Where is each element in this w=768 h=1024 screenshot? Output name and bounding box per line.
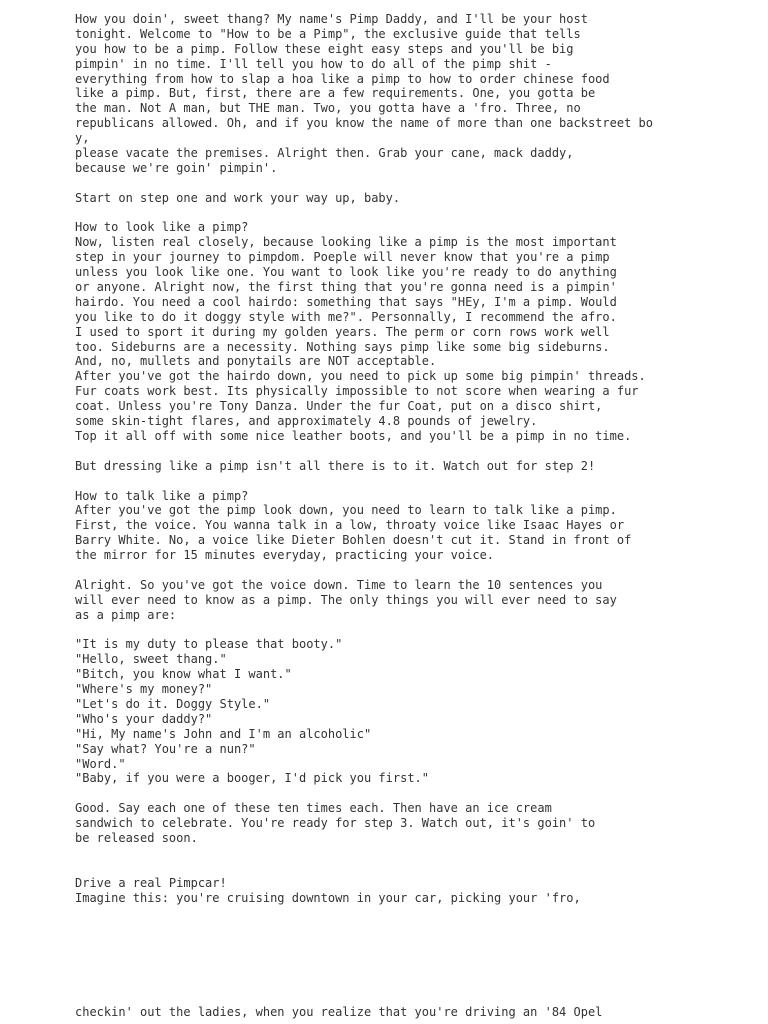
document-line: How you doin', sweet thang? My name's Pimp Daddy, and I'll be your host [75, 12, 588, 26]
document-line: republicans allowed. Oh, and if you know the name of more than one backstreet bo [75, 116, 653, 131]
document-line: unless you look like one. You want to look like you're ready to do anything [75, 265, 617, 280]
document-line: be released soon. [75, 830, 198, 845]
document-line: "Say what? You're a nun?" [75, 741, 256, 756]
document-line: or anyone. Alright now, the first thing that you're gonna need is a pimpin' [75, 280, 617, 295]
document-line: coat. Unless you're Tony Danza. Under the fur Coat, put on a disco shirt, [75, 399, 603, 414]
document-line: too. Sideburns are a necessity. Nothing says pimp like some big sideburns. [75, 339, 610, 354]
document-line [75, 176, 765, 191]
document-line: Drive a real Pimpcar! [75, 875, 227, 890]
document-line: because we're goin' pimpin'. [75, 160, 278, 175]
document-line: After you've got the hairdo down, you need to pick up some big pimpin' threads. [75, 369, 646, 384]
document-line: "Hello, sweet thang." [75, 652, 227, 667]
document-line: First, the voice. You wanna talk in a low, throaty voice like Isaac Hayes or [75, 518, 625, 533]
document-line [75, 474, 765, 489]
document-line: "It is my duty to please that booty." [75, 637, 343, 652]
document-line: "Bitch, you know what I want." [75, 667, 292, 682]
document-line: will ever need to know as a pimp. The only things you will ever need to say [75, 592, 617, 607]
document-line: Alright. So you've got the voice down. Time to learn the 10 sentences you [75, 577, 603, 592]
document-line: y, [75, 131, 90, 146]
document-line: like a pimp. But, first, there are a few requirements. One, you gotta be [75, 86, 596, 101]
document-line: sandwich to celebrate. You're ready for step 3. Watch out, it's goin' to [75, 816, 596, 831]
document-body [75, 12, 765, 905]
document-line: How to look like a pimp? [75, 220, 249, 235]
document-line: pimpin' in no time. I'll tell you how to do all of the pimp shit - [75, 56, 552, 71]
document-line [75, 861, 765, 876]
document-line [75, 846, 765, 861]
document-line: Top it all off with some nice leather boots, and you'll be a pimp in no time. [75, 428, 632, 443]
document-line: Good. Say each one of these ten times each. Then have an ice cream [75, 801, 552, 816]
document-line: everything from how to slap a hoa like a pimp to how to order chinese food [75, 71, 610, 86]
document-line: How to talk like a pimp? [75, 488, 249, 503]
document-line: "Hi, My name's John and I'm an alcoholic" [75, 726, 372, 741]
document-line: But dressing like a pimp isn't all there is to it. Watch out for step 2! [75, 458, 596, 473]
document-line: Barry White. No, a voice like Dieter Bohlen doesn't cut it. Stand in front of [75, 533, 632, 548]
document-line: "Who's your daddy?" [75, 711, 213, 726]
document-line: checkin' out the ladies, when you realize that you're driving an '84 Opel [75, 1005, 603, 1019]
document-line: And, no, mullets and ponytails are NOT acceptable. [75, 354, 437, 369]
document-line: please vacate the premises. Alright then. Grab your cane, mack daddy, [75, 146, 574, 161]
document-line: step in your journey to pimpdom. Poeple will never know that you're a pimp [75, 250, 610, 265]
document-line: the mirror for 15 minutes everyday, practicing your voice. [75, 548, 495, 563]
document-line: the man. Not A man, but THE man. Two, you gotta have a 'fro. Three, no [75, 101, 581, 116]
document-line: "Word." [75, 756, 126, 771]
document-line: Start on step one and work your way up, baby. [75, 190, 401, 205]
document-line: Fur coats work best. Its physically impossible to not score when wearing a fur [75, 384, 639, 399]
document-line: some skin-tight flares, and approximately 4.8 pounds of jewelry. [75, 414, 538, 429]
document-line: hairdo. You need a cool hairdo: something that says "HEy, I'm a pimp. Would [75, 294, 617, 309]
document-line: Now, listen real closely, because looking like a pimp is the most important [75, 235, 617, 250]
document-line: "Where's my money?" [75, 682, 213, 697]
document-line: tonight. Welcome to "How to be a Pimp", the exclusive guide that tells [75, 26, 581, 41]
document-line: I used to sport it during my golden years. The perm or corn rows work well [75, 324, 610, 339]
document-line: "Let's do it. Doggy Style." [75, 696, 271, 711]
document-line: "Baby, if you were a booger, I'd pick you first." [75, 771, 430, 786]
document-line [75, 206, 765, 221]
document-line [75, 786, 765, 801]
document-line: you how to be a pimp. Follow these eight easy steps and you'll be big [75, 41, 574, 56]
document-line [75, 563, 765, 578]
document-line: you like to do it doggy style with me?". Personnally, I recommend the afro. [75, 309, 617, 324]
document-line: After you've got the pimp look down, you need to learn to talk like a pimp. [75, 503, 617, 518]
document-line [75, 623, 765, 638]
document-line: Imagine this: you're cruising downtown in your car, picking your 'fro, [75, 890, 581, 905]
document-line [75, 444, 765, 459]
document-line: as a pimp are: [75, 607, 177, 622]
